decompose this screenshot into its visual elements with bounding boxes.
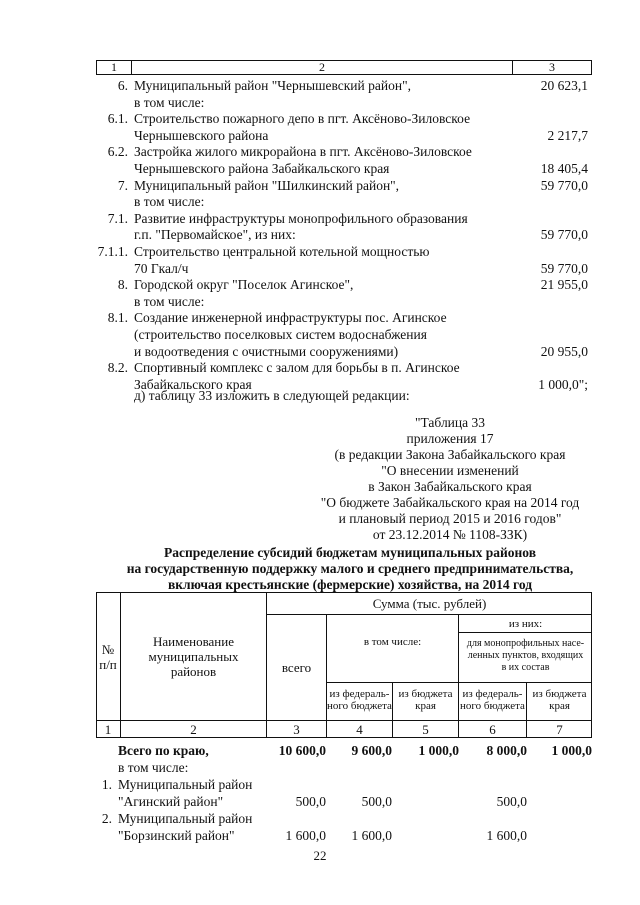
district-number: 1. — [101, 777, 112, 792]
caption-line: и плановый период 2015 и 2016 годов" — [338, 511, 562, 526]
table-title — [100, 545, 600, 593]
district-value: 500,0 — [295, 794, 326, 809]
row-text-line: Городской округ "Поселок Агинское", — [134, 277, 354, 293]
row-value: 21 955,0 — [540, 277, 588, 293]
row-text-line: г.п. "Первомайское", из них: — [134, 227, 296, 243]
caption-line: (в редакции Закона Забайкальского края — [334, 447, 566, 462]
district-name-line: "Агинский район" — [118, 794, 224, 809]
of-them-header: из них: — [508, 618, 543, 630]
district-value: 1 600,0 — [351, 828, 392, 843]
row-text-line: в том числе: — [134, 94, 205, 110]
row-text-line: Строительство пожарного депо в пгт. Аксёново-Зиловское — [134, 111, 471, 127]
row-text-line: Чернышевского района Забайкальского края — [134, 160, 390, 176]
row-number: 6.1. — [107, 111, 128, 127]
total-reg: 1 000,0 — [418, 743, 459, 758]
row-value: 59 770,0 — [540, 227, 588, 243]
caption-line: в Закон Забайкальского края — [368, 479, 532, 494]
row-value: 1 000,0"; — [538, 376, 588, 392]
title-line: Распределение субсидий бюджетам муниципальных районов — [163, 545, 537, 560]
header-col-1: 1 — [97, 61, 132, 74]
subsidy-table-header — [96, 592, 592, 738]
amendment-paragraph: д) таблицу 33 изложить в следующей редакции: — [134, 388, 410, 403]
row-text-line: и водоотведения с очистными сооружениями) — [134, 343, 399, 359]
including-header: в том числе: — [363, 636, 422, 648]
district-value: 500,0 — [361, 794, 392, 809]
page-number: 22 — [313, 848, 327, 863]
row-number: 7.1.1. — [97, 244, 128, 259]
caption-line: "О внесении изменений — [381, 463, 519, 478]
colnum-1: 1 — [104, 722, 112, 737]
table-caption — [300, 415, 600, 543]
total-value: 10 600,0 — [278, 743, 326, 758]
title-line: на государственную поддержку малого и среднего предпринимательства, — [126, 561, 574, 576]
row-text-line: Чернышевского района — [134, 127, 269, 143]
row-value: 2 217,7 — [547, 127, 588, 143]
row-text-line: Развитие инфраструктуры монопрофильного образования — [134, 210, 468, 226]
total-fed: 9 600,0 — [351, 743, 392, 758]
district-name-line: Муниципальный район — [118, 777, 253, 792]
sum-header: Сумма (тыс. рублей) — [372, 596, 487, 611]
total-header: всего — [281, 660, 312, 675]
title-line: включая крестьянские (фермерские) хозяйства, на 2014 год — [167, 577, 533, 592]
row-number: 7. — [117, 177, 128, 193]
row-text-line: Создание инженерной инфраструктуры пос. Агинское — [134, 310, 447, 326]
mono-reg-header: из бюджета края — [532, 688, 587, 712]
row-text-line: Строительство центральной котельной мощностью — [134, 244, 430, 259]
row-text-line: (строительство поселковых систем водоснабжения — [134, 326, 427, 342]
row-number: 8.2. — [107, 360, 128, 376]
colnum-2: 2 — [190, 722, 197, 737]
colnum-3: 3 — [293, 722, 300, 737]
row-text-line: Муниципальный район "Чернышевский район", — [134, 78, 411, 93]
row-value: 20 955,0 — [540, 343, 588, 359]
row-value: 18 405,4 — [540, 160, 588, 176]
colnum-4: 4 — [356, 722, 363, 737]
mono-header: для монопрофильных насе- ленных пунктов, входящих в их состав — [466, 638, 585, 673]
total-label: Всего по краю, — [118, 743, 209, 758]
header-col-3: 3 — [549, 60, 555, 74]
row-value: 20 623,1 — [540, 78, 588, 93]
row-number: 8.1. — [107, 310, 128, 326]
row-number: 6. — [117, 78, 128, 93]
row-text-line: Забайкальского края — [134, 376, 252, 392]
row-text-line: 70 Гкал/ч — [134, 260, 189, 276]
row-number: 6.2. — [107, 144, 128, 160]
colnum-6: 6 — [489, 722, 496, 737]
caption-line: приложения 17 — [406, 431, 494, 446]
colnum-7: 7 — [556, 722, 563, 737]
row-text-line: в том числе: — [134, 194, 205, 210]
col-name-header: Наименование муниципальных районов — [148, 634, 239, 679]
row-text-line: Муниципальный район "Шилкинский район", — [134, 177, 400, 193]
row-text-line: Застройка жилого микрорайона в пгт. Аксёново-Зиловское — [134, 144, 472, 160]
total-mono-reg: 1 000,0 — [551, 743, 592, 758]
caption-line: "Таблица 33 — [415, 415, 485, 430]
district-name-line: Муниципальный район — [118, 811, 253, 826]
district-name-line: "Борзинский район" — [118, 828, 235, 843]
row-value: 59 770,0 — [540, 177, 588, 193]
colnum-5: 5 — [422, 722, 429, 737]
total-mono-fed: 8 000,0 — [486, 743, 527, 758]
row-text-line: в том числе: — [134, 293, 205, 309]
col-num-header: № п/п — [99, 642, 117, 672]
header-col-2: 2 — [132, 61, 513, 74]
reg-header: из бюджета края — [398, 688, 453, 712]
district-value: 1 600,0 — [285, 828, 326, 843]
row-text-line: Спортивный комплекс с залом для борьбы в п. Агинское — [134, 360, 460, 376]
total-sub-label: в том числе: — [118, 760, 189, 775]
fed-header: из федераль- ного бюджета — [327, 688, 392, 712]
district-value: 1 600,0 — [486, 828, 527, 843]
mono-fed-header: из федераль- ного бюджета — [460, 688, 525, 712]
row-number: 7.1. — [107, 210, 128, 226]
row-number: 8. — [117, 277, 128, 293]
caption-line: от 23.12.2014 № 1108-ЗЗК) — [372, 527, 528, 542]
caption-line: "О бюджете Забайкальского края на 2014 год — [320, 495, 580, 510]
top-table-header — [96, 60, 592, 75]
district-number: 2. — [101, 811, 112, 826]
row-value: 59 770,0 — [540, 260, 588, 276]
district-value: 500,0 — [496, 794, 527, 809]
